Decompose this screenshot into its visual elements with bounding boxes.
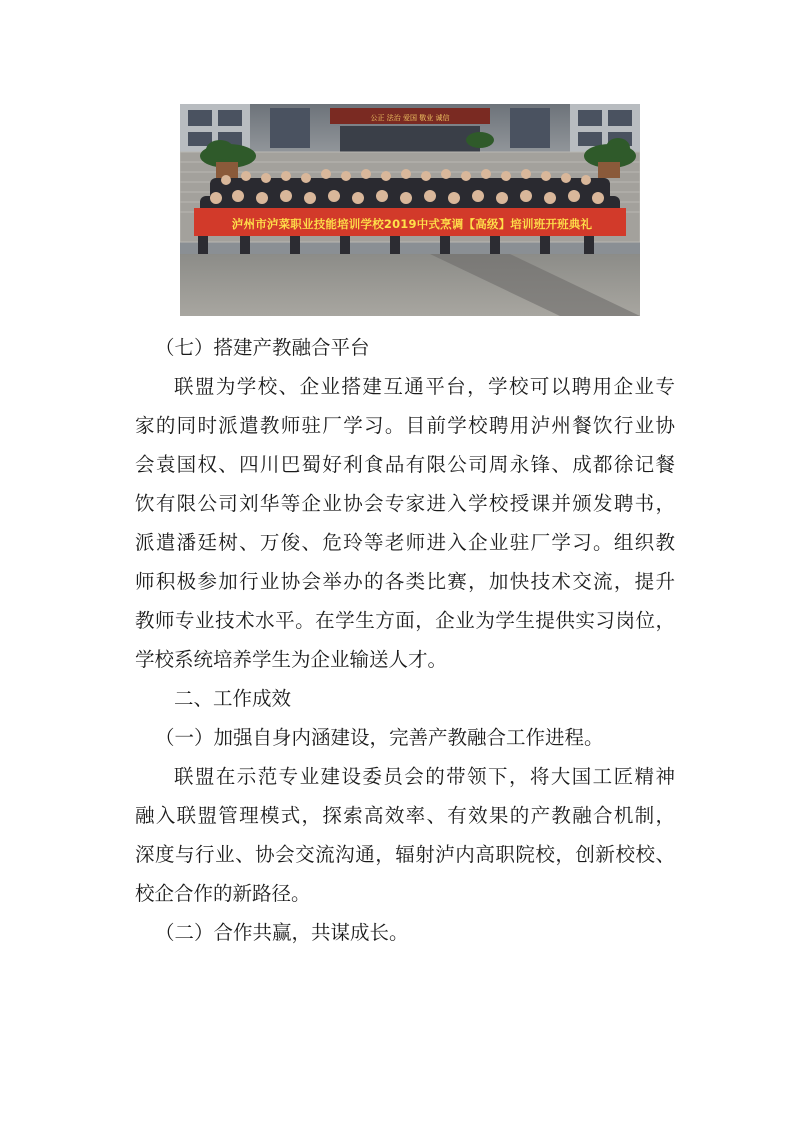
paragraph-line: 融入联盟管理模式，探索高效率、有效果的产教融合机制，: [135, 804, 675, 827]
paragraph-line: 家的同时派遣教师驻厂学习。目前学校聘用泸州餐饮行业协: [135, 414, 675, 437]
subsection-heading: （一）加强自身内涵建设，完善产教融合工作进程。: [155, 726, 604, 749]
part-heading: 二、工作成效: [174, 687, 292, 710]
paragraph-line: 学校系统培养学生为企业输送人才。: [135, 648, 448, 671]
paragraph-line: 联盟为学校、企业搭建互通平台，学校可以聘用企业专: [174, 375, 675, 398]
section-heading: （七）搭建产教融合平台: [155, 336, 370, 359]
paragraph-line: 师积极参加行业协会举办的各类比赛，加快技术交流，提升: [135, 570, 675, 593]
paragraph-line: 深度与行业、协会交流沟通，辐射泸内高职院校，创新校校、: [135, 843, 675, 866]
building-sign: 公正 法治 爱国 敬业 诚信: [370, 114, 450, 122]
paragraph-line: 校企合作的新路径。: [135, 882, 311, 905]
subsection-heading: （二）合作共赢，共谋成长。: [155, 921, 409, 944]
paragraph-line: 饮有限公司刘华等企业协会专家进入学校授课并颁发聘书，: [135, 492, 675, 515]
banner-text: 泸州市泸菜职业技能培训学校2019中式烹调【高级】培训班开班典礼: [231, 217, 593, 231]
paragraph-line: 派遣潘廷树、万俊、危玲等老师进入企业驻厂学习。组织教: [135, 531, 675, 554]
paragraph-line: 会袁国权、四川巴蜀好利食品有限公司周永锋、成都徐记餐: [135, 453, 675, 476]
paragraph-line: 联盟在示范专业建设委员会的带领下，将大国工匠精神: [174, 765, 675, 788]
paragraph-line: 教师专业技术水平。在学生方面，企业为学生提供实习岗位，: [135, 609, 675, 632]
